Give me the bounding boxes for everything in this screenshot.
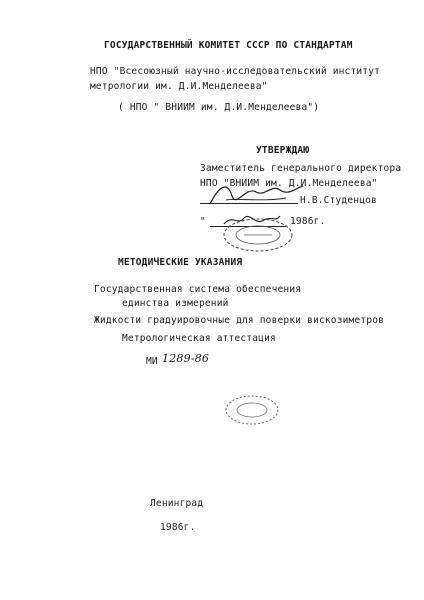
- committee-title: ГОСУДАРСТВЕННЫЙ КОМИТЕТ СССР ПО СТАНДАРТАМ: [104, 40, 353, 51]
- document-code-number: 1289-86: [162, 352, 210, 365]
- city: Ленинград: [150, 498, 204, 509]
- certification-title: Метрологическая аттестация: [122, 333, 276, 344]
- approval-year: 1986г.: [290, 216, 326, 227]
- seal-stamp-lower: [222, 392, 282, 428]
- institute-name-line1: НПО "Всесоюзный научно-исследовательский институт: [90, 66, 381, 77]
- document-type-title: МЕТОДИЧЕСКИЕ УКАЗАНИЯ: [118, 257, 243, 268]
- seal-stamp-upper: [218, 213, 298, 253]
- system-title-line1: Государственная система обеспечения: [94, 284, 302, 295]
- handwritten-signature: [206, 178, 306, 210]
- signatory-name: Н.В.Студенцов: [300, 195, 377, 206]
- date-open-quote: ": [200, 216, 206, 227]
- document-code-prefix: МИ: [146, 356, 158, 367]
- footer-year: 1986г.: [160, 522, 196, 533]
- system-title-line2: единства измерений: [122, 298, 229, 309]
- approver-position-line2: НПО "ВНИИМ им. Д.И.Менделеева": [200, 178, 378, 189]
- institute-short-name: ( НПО " ВНИИМ им. Д.И.Менделеева"): [118, 102, 320, 113]
- approval-title: УТВЕРЖДАЮ: [256, 145, 310, 156]
- document-subject: Жидкости градуировочные для поверки вискозиметров: [94, 315, 385, 326]
- approver-position-line1: Заместитель генерального директора: [200, 163, 402, 174]
- institute-name-line2: метрологии им. Д.И.Менделеева": [90, 81, 268, 92]
